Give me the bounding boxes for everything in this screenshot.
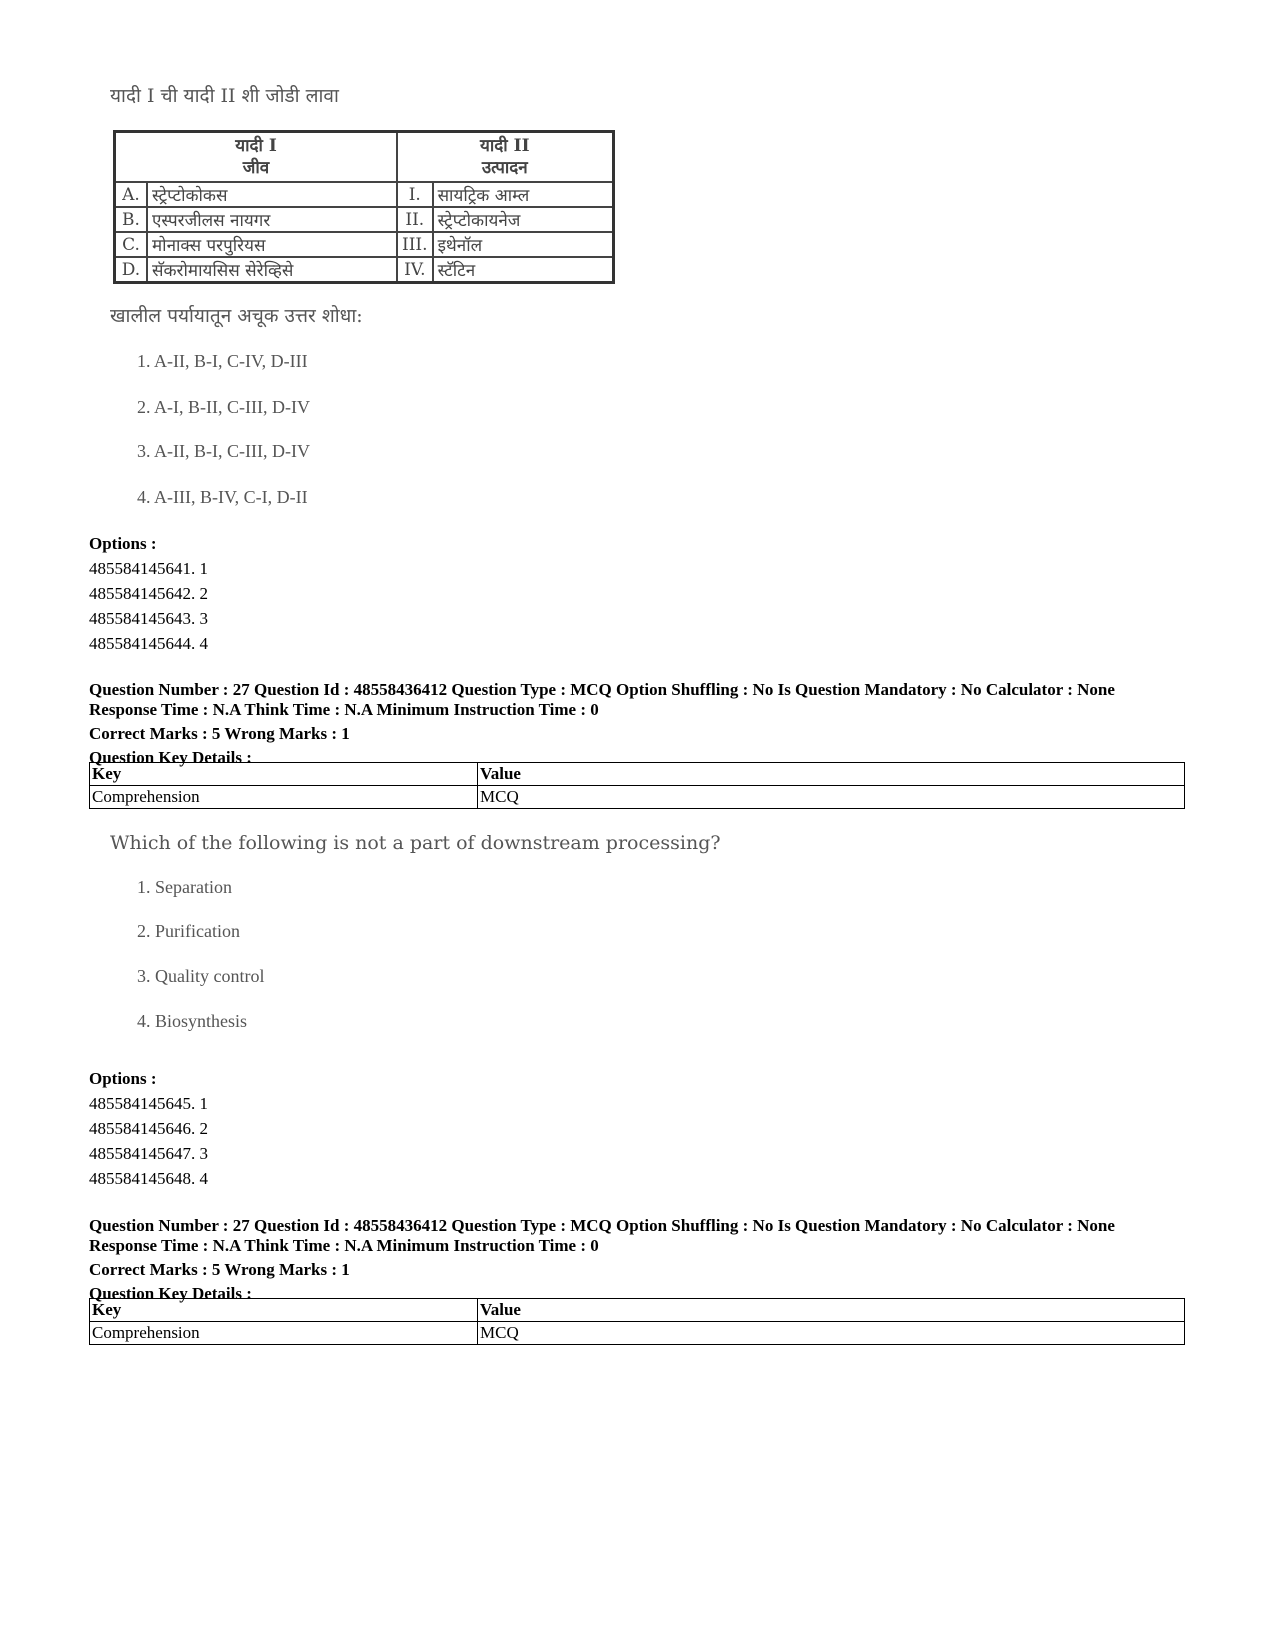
key-details-table-1 (89, 762, 1185, 809)
match-row: A. स्ट्रेप्टोकोकस I. सायट्रिक आम्ल (115, 182, 614, 207)
list2-header: यादी II उत्पादन (397, 132, 613, 183)
match-table (113, 130, 615, 284)
question2-choice: 1. Separation (137, 877, 232, 897)
option-item: 485584145648. 4 (89, 1169, 208, 1188)
option-item: 485584145645. 1 (89, 1094, 208, 1113)
match-table-header (115, 132, 614, 183)
key-table-row: Comprehension MCQ (90, 786, 1185, 809)
question1-choice: 4. A-III, B-IV, C-I, D-II (137, 487, 308, 507)
match-row: D. सॅकरोमायसिस सेरेव्हिसे IV. स्टॅटिन (115, 257, 614, 283)
question1-prompt: खालील पर्यायातून अचूक उत्तर शोधा: (110, 305, 363, 327)
question1-choice: 1. A-II, B-I, C-IV, D-III (137, 351, 308, 371)
options-block-2 (89, 1066, 1189, 1191)
question2-title: Which of the following is not a part of downstream processing? (110, 832, 721, 854)
option-item: 485584145647. 3 (89, 1144, 208, 1163)
question1-choice: 3. A-II, B-I, C-III, D-IV (137, 441, 310, 461)
option-item: 485584145642. 2 (89, 584, 208, 603)
key-table-header: Key Value (90, 1299, 1185, 1322)
key-table-row: Comprehension MCQ (90, 1322, 1185, 1345)
list1-header: यादी I जीव (115, 132, 398, 183)
key-details-label: Question Key Details : (89, 748, 252, 767)
key-details-label: Question Key Details : (89, 1284, 252, 1303)
option-item: 485584145641. 1 (89, 559, 208, 578)
options-block-1 (89, 531, 1189, 656)
marks-line: Correct Marks : 5 Wrong Marks : 1 (89, 724, 350, 743)
question2-choice: 2. Purification (137, 921, 240, 941)
question2-choice: 4. Biosynthesis (137, 1011, 248, 1031)
question-meta-line: Question Number : 27 Question Id : 48558436412 Question Type : MCQ Option Shuffling : No Is Question Mandatory : No Calculator : None (89, 1216, 1115, 1235)
question-meta-1 (89, 680, 1199, 768)
option-item: 485584145643. 3 (89, 609, 208, 628)
option-item: 485584145644. 4 (89, 634, 208, 653)
question1-choice: 2. A-I, B-II, C-III, D-IV (137, 397, 310, 417)
question-meta-2 (89, 1216, 1199, 1304)
match-row: B. एस्परजीलस नायगर II. स्ट्रेप्टोकायनेज (115, 207, 614, 232)
question2-choice: 3. Quality control (137, 966, 265, 986)
question-meta-line: Response Time : N.A Think Time : N.A Minimum Instruction Time : 0 (89, 700, 599, 719)
marks-line: Correct Marks : 5 Wrong Marks : 1 (89, 1260, 350, 1279)
option-item: 485584145646. 2 (89, 1119, 208, 1138)
key-details-table-2 (89, 1298, 1185, 1345)
question-meta-line: Question Number : 27 Question Id : 48558436412 Question Type : MCQ Option Shuffling : No Is Question Mandatory : No Calculator : None (89, 680, 1115, 699)
question-meta-line: Response Time : N.A Think Time : N.A Minimum Instruction Time : 0 (89, 1236, 599, 1255)
options-label: Options : (89, 534, 157, 553)
options-label: Options : (89, 1069, 157, 1088)
match-row: C. मोनाक्स परपुरियस III. इथेनॉल (115, 232, 614, 257)
question1-title: यादी I ची यादी II शी जोडी लावा (110, 85, 339, 107)
key-table-header: Key Value (90, 763, 1185, 786)
